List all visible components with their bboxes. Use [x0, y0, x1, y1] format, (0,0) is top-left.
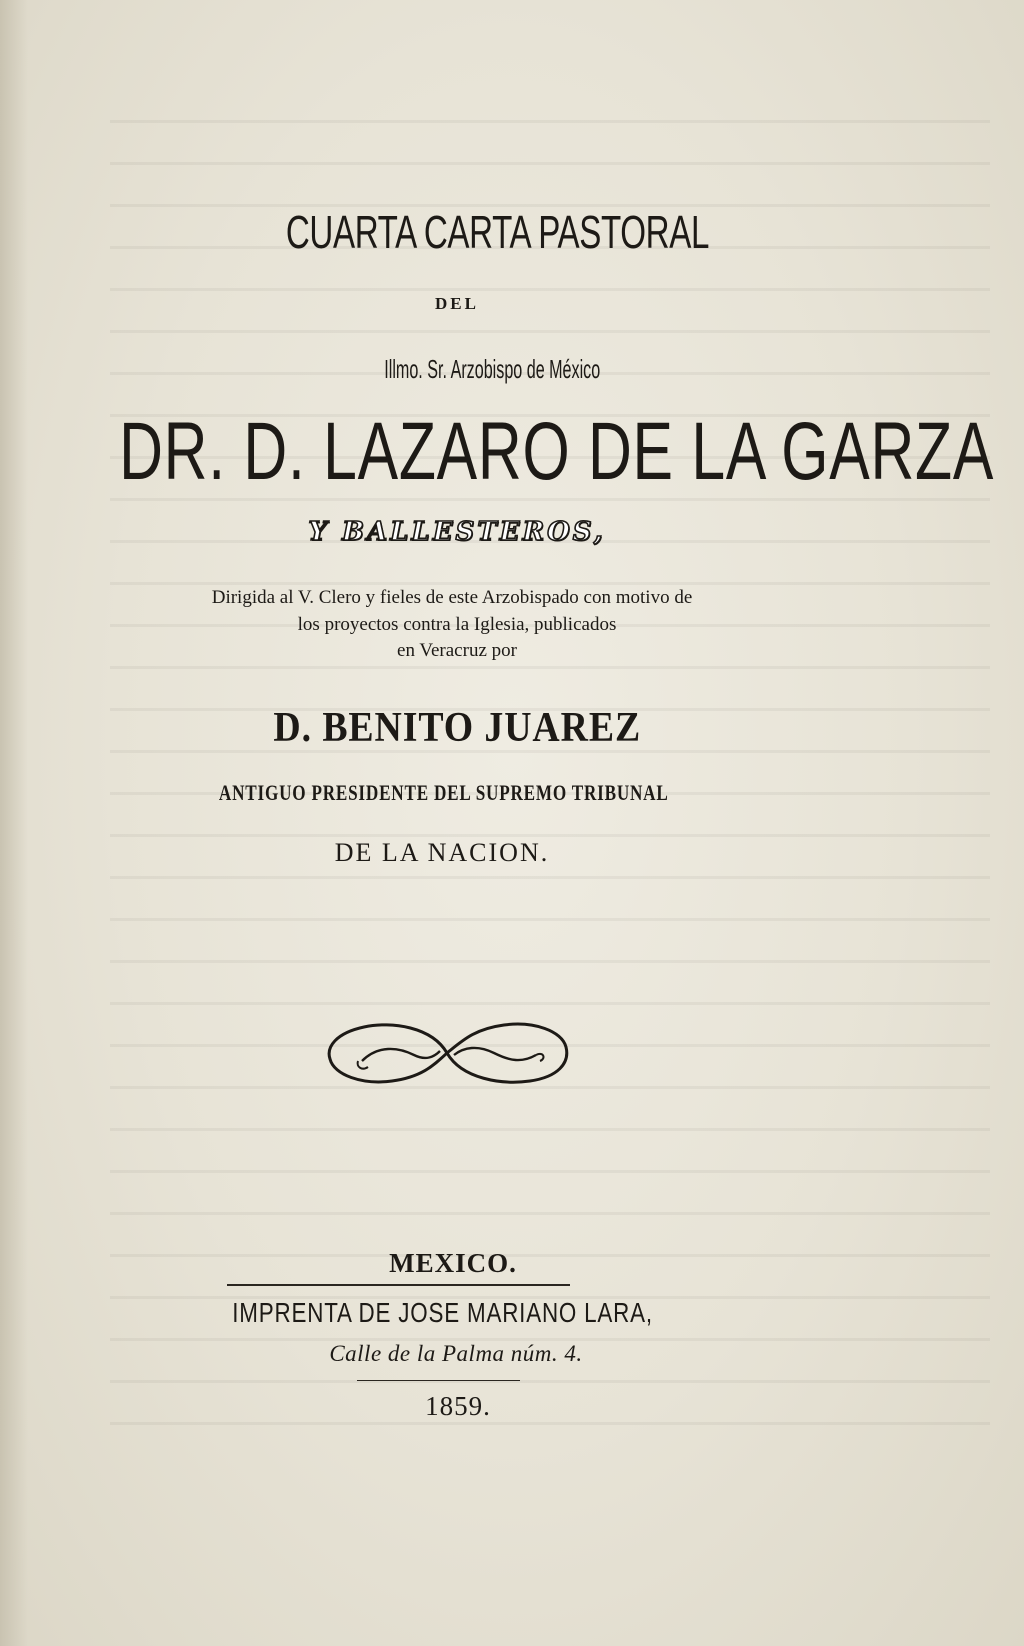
author-title-line-2: DE LA NACION. [334, 838, 550, 867]
archbishop-name: DR. D. LAZARO DE LA GARZA [119, 406, 995, 497]
description-line-3: en Veracruz por [397, 640, 517, 661]
imprint-rule-bottom [357, 1380, 520, 1381]
author-name: D. BENITO JUAREZ [273, 705, 641, 751]
title-line: CUARTA CARTA PASTORAL [285, 206, 710, 258]
del-line: DEL [435, 294, 479, 313]
author-title-line-1: ANTIGUO PRESIDENTE DEL SUPREMO TRIBUNAL [218, 780, 669, 805]
ornament-scroll [322, 1015, 572, 1091]
description-line-2: los proyectos contra la Iglesia, publicados [297, 614, 617, 635]
imprint-rule-top [227, 1284, 570, 1286]
imprint-year: 1859. [425, 1391, 491, 1421]
imprint-printer: IMPRENTA DE JOSE MARIANO LARA, [232, 1297, 653, 1328]
imprint-address: Calle de la Palma núm. 4. [329, 1341, 583, 1366]
description-line-1: Dirigida al V. Clero y fieles de este Arzobispado con motivo de [211, 587, 693, 608]
archbishop-surname: Y BALLESTEROS, [308, 517, 606, 547]
archbishop-line: Illmo. Sr. Arzobispo de México [384, 354, 601, 384]
imprint-city: MEXICO. [389, 1248, 517, 1278]
